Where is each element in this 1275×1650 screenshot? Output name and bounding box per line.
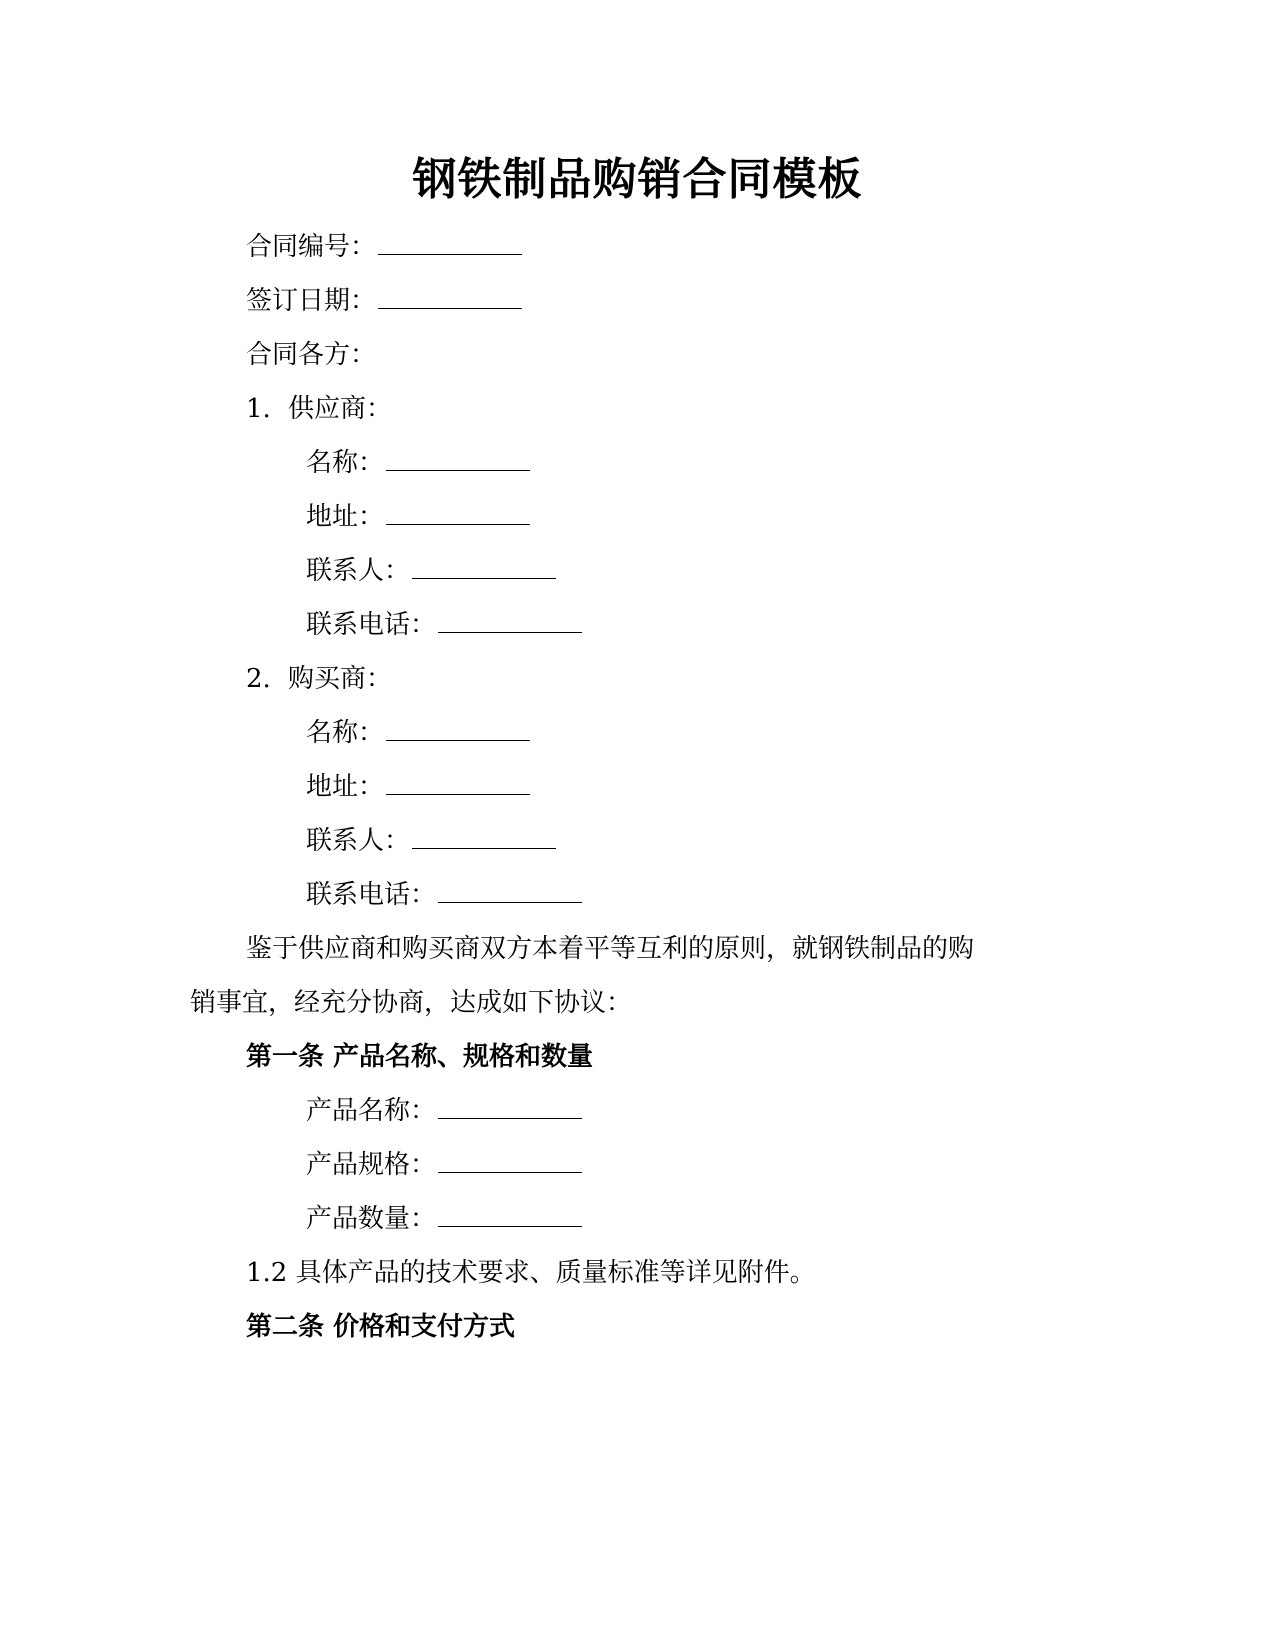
product-name-line: [306, 1094, 582, 1128]
article-2-heading: 第二条 价格和支付方式: [246, 1312, 516, 1342]
parties-label: 合同各方：: [246, 340, 377, 370]
contract-number-label: 合同编号：: [246, 232, 377, 262]
article-1-heading: 第一条 产品名称、规格和数量: [246, 1042, 594, 1072]
buyer-heading-line: [246, 662, 392, 696]
contract-number-line: [246, 230, 522, 264]
supplier-contact-line: [306, 554, 556, 588]
sign-date-blank[interactable]: [378, 286, 522, 309]
buyer-contact-line: [306, 824, 556, 858]
buyer-name-line: [306, 716, 530, 750]
buyer-number: 2.: [246, 664, 271, 694]
product-spec-line: [306, 1148, 582, 1182]
supplier-number: 1.: [246, 394, 271, 424]
clause-1-2: 1.2 具体产品的技术要求、质量标准等详见附件。: [246, 1258, 816, 1288]
supplier-phone-label: 联系电话：: [306, 610, 437, 640]
product-name-blank[interactable]: [438, 1096, 582, 1119]
document-title: 钢铁制品购销合同模板: [412, 154, 863, 205]
buyer-heading: 购买商：: [288, 664, 393, 694]
sign-date-line: [246, 284, 522, 318]
supplier-heading-line: [246, 392, 392, 426]
product-name-label: 产品名称：: [306, 1096, 437, 1126]
buyer-name-label: 名称：: [306, 718, 385, 748]
preamble-line-1: 鉴于供应商和购买商双方本着平等互利的原则，就钢铁制品的购: [246, 934, 975, 964]
supplier-heading: 供应商：: [288, 394, 393, 424]
buyer-contact-label: 联系人：: [306, 826, 411, 856]
supplier-address-label: 地址：: [306, 502, 385, 532]
buyer-address-line: [306, 770, 530, 804]
buyer-contact-blank[interactable]: [412, 826, 556, 849]
supplier-phone-blank[interactable]: [438, 610, 582, 633]
buyer-address-blank[interactable]: [386, 772, 530, 795]
supplier-name-blank[interactable]: [386, 448, 530, 471]
contract-number-blank[interactable]: [378, 232, 522, 255]
product-qty-line: [306, 1202, 582, 1236]
supplier-contact-label: 联系人：: [306, 556, 411, 586]
supplier-phone-line: [306, 608, 582, 642]
sign-date-label: 签订日期：: [246, 286, 377, 316]
buyer-phone-label: 联系电话：: [306, 880, 437, 910]
buyer-address-label: 地址：: [306, 772, 385, 802]
supplier-address-line: [306, 500, 530, 534]
buyer-name-blank[interactable]: [386, 718, 530, 741]
supplier-address-blank[interactable]: [386, 502, 530, 525]
buyer-phone-blank[interactable]: [438, 880, 582, 903]
product-spec-blank[interactable]: [438, 1150, 582, 1173]
preamble-line-2: 销事宜，经充分协商，达成如下协议：: [190, 988, 633, 1018]
product-spec-label: 产品规格：: [306, 1150, 437, 1180]
supplier-name-label: 名称：: [306, 448, 385, 478]
supplier-contact-blank[interactable]: [412, 556, 556, 579]
product-qty-label: 产品数量：: [306, 1204, 437, 1234]
buyer-phone-line: [306, 878, 582, 912]
supplier-name-line: [306, 446, 530, 480]
product-qty-blank[interactable]: [438, 1204, 582, 1227]
